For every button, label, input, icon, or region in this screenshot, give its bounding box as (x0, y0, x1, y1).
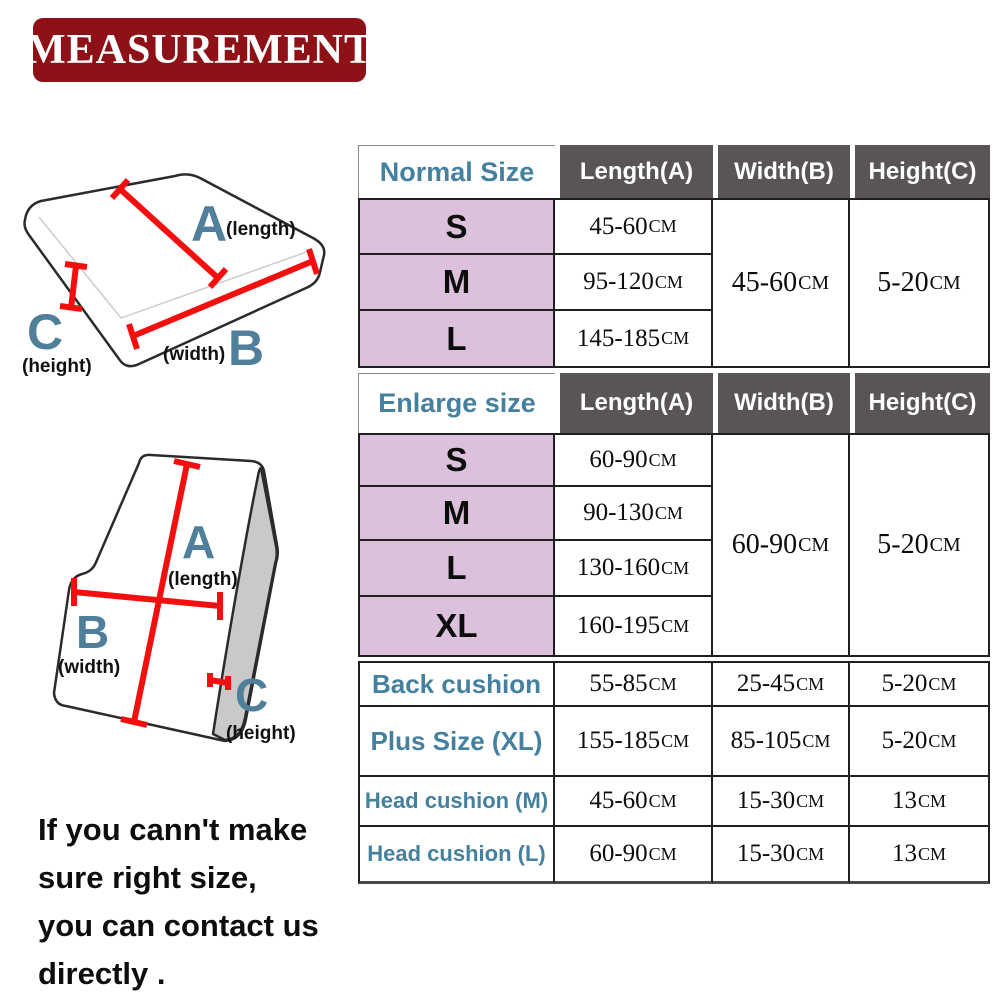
normal-size-title: Normal Size (358, 145, 555, 198)
seat-cushion-outline (25, 174, 325, 366)
width-value: 45-60 (731, 267, 798, 298)
unit-label: CM (654, 271, 683, 292)
height-value-cell (850, 777, 990, 827)
enlarge-size-title: Enlarge size (358, 373, 555, 433)
note-line: you can contact us (38, 908, 319, 943)
unit-label: CM (928, 673, 957, 694)
width-label: (width) (58, 657, 121, 678)
height-letter: C (27, 304, 64, 360)
size-cell: S (358, 433, 555, 487)
row-label: Plus Size (XL) (358, 707, 555, 777)
size-cell: L (358, 541, 555, 597)
unit-label: CM (648, 673, 677, 694)
height-value: 13 (891, 787, 917, 814)
unit-label: CM (929, 271, 961, 294)
size-cell: S (358, 198, 555, 255)
width-value-cell (713, 433, 850, 657)
height-value-cell (850, 661, 990, 707)
unit-label: CM (798, 271, 830, 294)
length-value: 45-60 (589, 212, 648, 240)
length-value-cell (555, 597, 713, 657)
height-value-cell (850, 433, 990, 657)
length-value: 60-90 (589, 840, 648, 867)
length-value-cell (555, 255, 713, 311)
width-letter: B (76, 606, 110, 658)
length-value: 155-185 (576, 727, 661, 754)
size-cell: L (358, 311, 555, 368)
unit-label: CM (796, 790, 825, 811)
seat-cushion-diagram (15, 145, 345, 395)
length-value: 90-130 (583, 499, 654, 526)
height-value: 13 (891, 840, 917, 867)
size-cell: XL (358, 597, 555, 657)
length-value-cell (555, 777, 713, 827)
width-value: 85-105 (730, 727, 802, 754)
unit-label: CM (917, 790, 946, 811)
unit-label: CM (796, 843, 825, 864)
length-letter: A (191, 196, 228, 252)
width-value-cell (713, 198, 850, 368)
unit-label: CM (661, 328, 690, 348)
width-column-header: Width(B) (713, 373, 850, 433)
length-value: 145-185 (576, 324, 661, 352)
height-column-header: Height(C) (850, 373, 990, 433)
note-line: If you cann't make (38, 812, 308, 847)
unit-label: CM (654, 502, 683, 523)
length-value: 55-85 (589, 670, 648, 697)
row-label: Head cushion (L) (358, 827, 555, 884)
width-value-cell (713, 661, 850, 707)
unit-label: CM (917, 843, 946, 864)
height-value: 5-20 (877, 529, 929, 560)
length-label: (length) (226, 219, 296, 240)
unit-label: CM (648, 843, 677, 864)
width-column-header: Width(B) (713, 145, 850, 198)
height-value-cell (850, 198, 990, 368)
unit-label: CM (648, 790, 677, 811)
height-label: (height) (226, 723, 296, 744)
width-value: 60-90 (731, 529, 798, 560)
length-value-cell (555, 541, 713, 597)
height-value-cell (850, 707, 990, 777)
length-letter: A (182, 516, 216, 568)
length-value-cell (555, 661, 713, 707)
unit-label: CM (648, 216, 677, 236)
back-cushion-diagram (30, 430, 350, 760)
size-cell: M (358, 487, 555, 541)
length-value-cell (555, 827, 713, 884)
size-table (358, 145, 990, 884)
normal-size-section (358, 145, 990, 368)
unit-label: CM (648, 449, 677, 470)
height-value: 5-20 (881, 670, 928, 697)
width-value-cell (713, 827, 850, 884)
unit-label: CM (796, 673, 825, 694)
unit-label: CM (802, 730, 831, 751)
note-line: sure right size, (38, 860, 257, 895)
size-cell: M (358, 255, 555, 311)
length-value: 130-160 (576, 554, 661, 581)
note-line: directly . (38, 956, 166, 991)
enlarge-size-section (358, 373, 990, 657)
height-value-cell (850, 827, 990, 884)
width-value-cell (713, 707, 850, 777)
row-label: Head cushion (M) (358, 777, 555, 827)
unit-label: CM (661, 730, 690, 751)
length-value: 95-120 (583, 268, 654, 295)
width-value: 15-30 (736, 787, 796, 814)
width-value: 15-30 (736, 840, 796, 867)
length-value-cell (555, 707, 713, 777)
length-value-cell (555, 311, 713, 368)
width-value-cell (713, 777, 850, 827)
length-value: 45-60 (589, 787, 648, 814)
unit-label: CM (661, 615, 690, 636)
height-value: 5-20 (881, 727, 928, 754)
length-value: 60-90 (589, 446, 648, 473)
length-label: (length) (168, 569, 238, 590)
length-value-cell (555, 433, 713, 487)
extra-rows-section (358, 661, 990, 884)
length-column-header: Length(A) (555, 145, 713, 198)
unit-label: CM (928, 730, 957, 751)
length-column-header: Length(A) (555, 373, 713, 433)
contact-note (38, 806, 319, 998)
height-label: (height) (22, 356, 92, 377)
unit-label: CM (929, 533, 961, 556)
width-letter: B (228, 320, 265, 376)
length-value-cell (555, 198, 713, 255)
height-letter: C (235, 669, 269, 721)
banner-title: MEASUREMENT (25, 27, 374, 73)
height-value: 5-20 (877, 267, 929, 298)
unit-label: CM (798, 533, 830, 556)
measurement-banner (25, 18, 374, 82)
width-label: (width) (163, 344, 226, 365)
height-column-header: Height(C) (850, 145, 990, 198)
row-label: Back cushion (358, 661, 555, 707)
width-value: 25-45 (736, 670, 796, 697)
length-value-cell (555, 487, 713, 541)
unit-label: CM (661, 557, 690, 578)
length-value: 160-195 (576, 612, 661, 639)
